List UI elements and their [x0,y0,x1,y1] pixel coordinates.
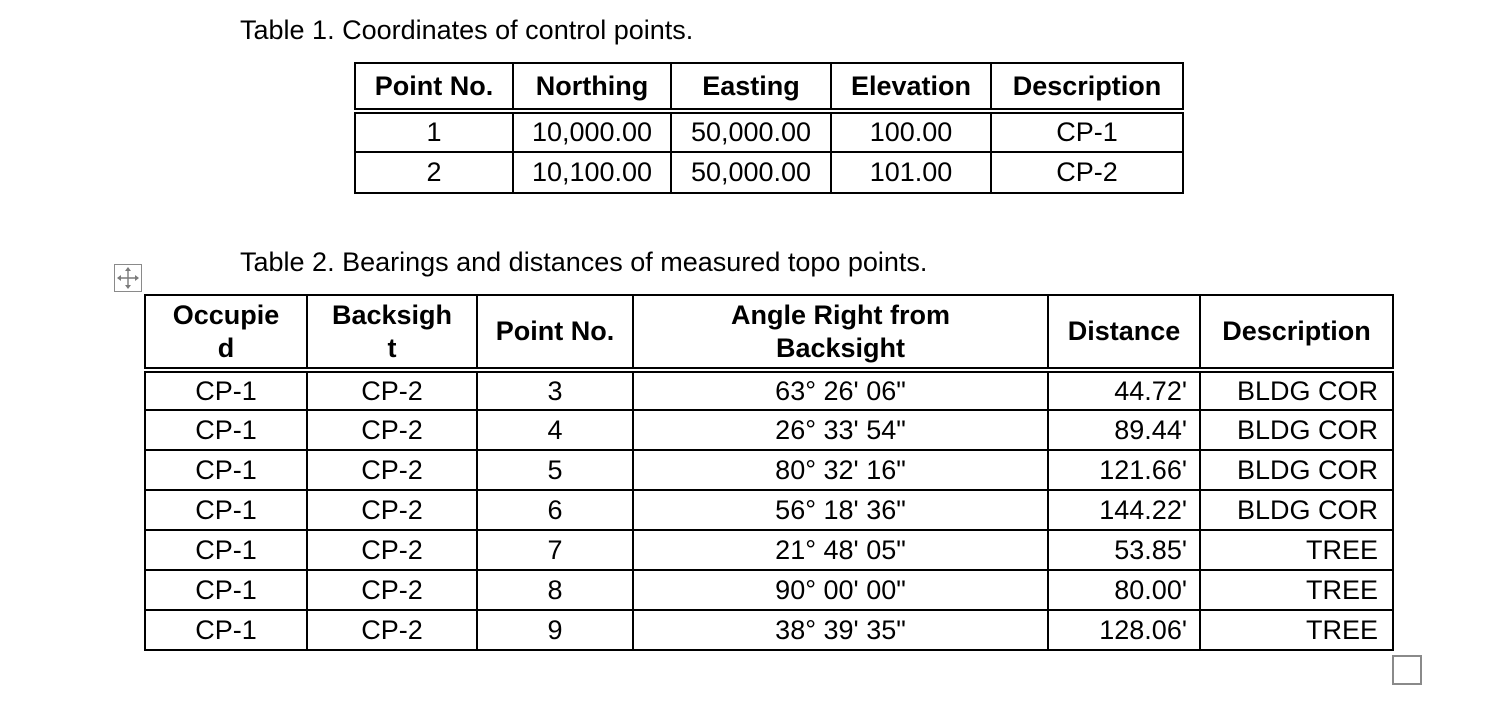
cell-angle[interactable]: 63° 26' 06" [633,370,1048,410]
cell-description[interactable]: TREE [1200,530,1393,570]
cell-point-no[interactable]: 7 [477,530,633,570]
cell-occupied[interactable]: CP-1 [145,610,307,650]
cell-occupied[interactable]: CP-1 [145,370,307,410]
cell-description[interactable]: BLDG COR [1200,410,1393,450]
table-row [145,530,1393,570]
move-arrows-icon [115,265,141,291]
cell-distance[interactable]: 128.06' [1048,610,1200,650]
header-distance: Distance [1048,295,1200,370]
cell-easting[interactable]: 50,000.00 [671,111,831,152]
cell-occupied[interactable]: CP-1 [145,410,307,450]
header-northing: Northing [513,63,671,111]
cell-description[interactable]: CP-2 [991,152,1183,193]
cell-angle[interactable]: 56° 18' 36" [633,490,1048,530]
cell-angle[interactable]: 21° 48' 05" [633,530,1048,570]
table-row [145,570,1393,610]
cell-elevation[interactable]: 101.00 [831,152,991,193]
table-row [145,410,1393,450]
table-row [145,370,1393,410]
cell-backsight[interactable]: CP-2 [307,530,477,570]
cell-description[interactable]: TREE [1200,610,1393,650]
cell-point-no[interactable]: 2 [355,152,513,193]
cell-occupied[interactable]: CP-1 [145,570,307,610]
cell-occupied[interactable]: CP-1 [145,450,307,490]
cell-point-no[interactable]: 6 [477,490,633,530]
cell-description[interactable]: CP-1 [991,111,1183,152]
table-2-caption: Table 2. Bearings and distances of measured topo points. [240,247,928,277]
cell-northing[interactable]: 10,000.00 [513,111,671,152]
header-description: Description [1200,295,1393,370]
cell-point-no[interactable]: 5 [477,450,633,490]
cell-backsight[interactable]: CP-2 [307,370,477,410]
header-description: Description [991,63,1183,111]
cell-angle[interactable]: 38° 39' 35" [633,610,1048,650]
table-row [355,111,1183,152]
table-header-row [355,63,1183,111]
control-points-table [354,62,1184,194]
cell-angle[interactable]: 90° 00' 00" [633,570,1048,610]
cell-distance[interactable]: 53.85' [1048,530,1200,570]
header-point-no: Point No. [355,63,513,111]
header-backsight: Backsigh t [307,295,477,370]
topo-points-table [144,294,1394,651]
cell-northing[interactable]: 10,100.00 [513,152,671,193]
header-easting: Easting [671,63,831,111]
cell-easting[interactable]: 50,000.00 [671,152,831,193]
cell-backsight[interactable]: CP-2 [307,490,477,530]
table-row [355,152,1183,193]
cell-distance[interactable]: 144.22' [1048,490,1200,530]
header-point-no: Point No. [477,295,633,370]
cell-description[interactable]: BLDG COR [1200,450,1393,490]
cell-elevation[interactable]: 100.00 [831,111,991,152]
cell-description[interactable]: TREE [1200,570,1393,610]
cell-backsight[interactable]: CP-2 [307,570,477,610]
header-occupied: Occupie d [145,295,307,370]
table-row [145,610,1393,650]
cell-backsight[interactable]: CP-2 [307,410,477,450]
cell-point-no[interactable]: 1 [355,111,513,152]
table-header-row [145,295,1393,370]
cell-distance[interactable]: 80.00' [1048,570,1200,610]
cell-occupied[interactable]: CP-1 [145,490,307,530]
cell-distance[interactable]: 44.72' [1048,370,1200,410]
cell-backsight[interactable]: CP-2 [307,450,477,490]
cell-distance[interactable]: 121.66' [1048,450,1200,490]
cell-description[interactable]: BLDG COR [1200,370,1393,410]
header-elevation: Elevation [831,63,991,111]
cell-point-no[interactable]: 4 [477,410,633,450]
table-row [145,450,1393,490]
table-resize-handle[interactable] [1392,655,1422,685]
header-angle-right: Angle Right from Backsight [633,295,1048,370]
cell-point-no[interactable]: 9 [477,610,633,650]
table-1-caption: Table 1. Coordinates of control points. [240,15,694,45]
cell-backsight[interactable]: CP-2 [307,610,477,650]
table-row [145,490,1393,530]
table-move-handle[interactable] [114,264,142,292]
cell-distance[interactable]: 89.44' [1048,410,1200,450]
cell-occupied[interactable]: CP-1 [145,530,307,570]
cell-angle[interactable]: 26° 33' 54" [633,410,1048,450]
cell-description[interactable]: BLDG COR [1200,490,1393,530]
cell-point-no[interactable]: 8 [477,570,633,610]
cell-point-no[interactable]: 3 [477,370,633,410]
cell-angle[interactable]: 80° 32' 16" [633,450,1048,490]
